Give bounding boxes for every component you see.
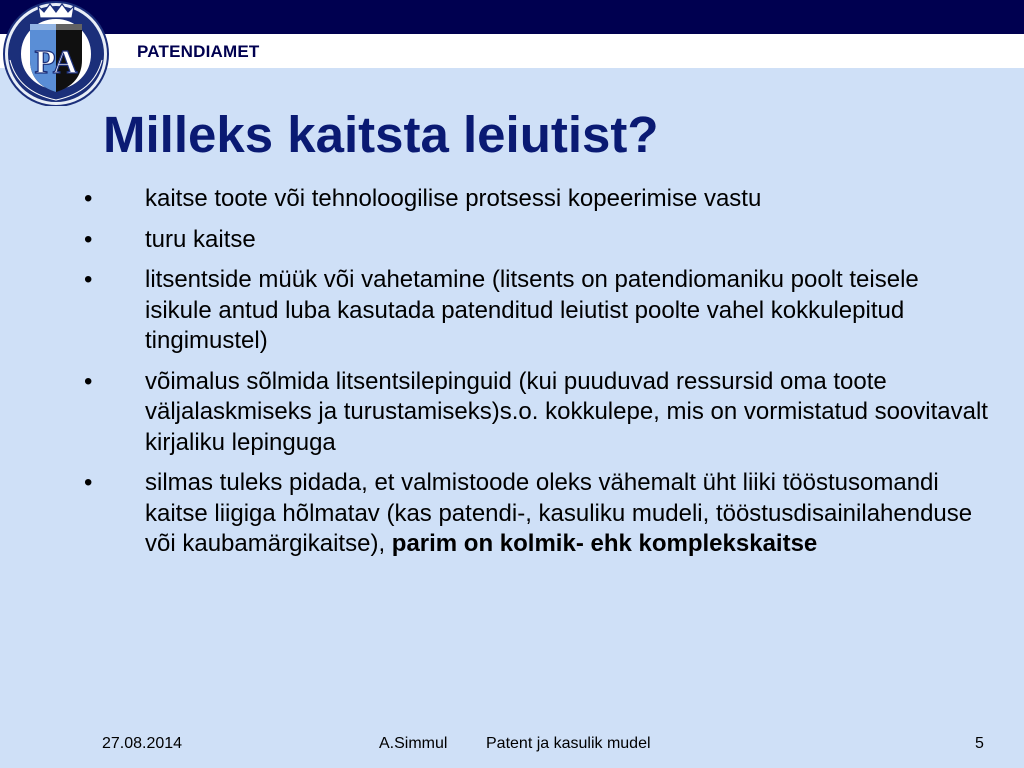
list-item xyxy=(0,367,1024,459)
bullet-icon: • xyxy=(84,185,93,212)
footer-date: 27.08.2014 xyxy=(102,735,183,752)
footer-topic: Patent ja kasulik mudel xyxy=(486,735,651,752)
brand-name: PATENDIAMET xyxy=(137,42,260,61)
bullet-text: võimalus sõlmida litsentsilepinguid (kui puuduvad ressursid oma toote väljalaskmiseks ja turustamiseks)s.o. kokkulepe, mis on vormistatud soovitavalt kirjaliku lepinguga xyxy=(145,367,988,456)
page-number: 5 xyxy=(975,735,984,752)
header-band xyxy=(0,0,1024,34)
list-item xyxy=(0,265,1024,357)
bullet-text: kaitse toote või tehnoloogilise protsessi kopeerimise vastu xyxy=(145,185,762,212)
bullet-text: silmas tuleks pidada, et valmistoode oleks vähemalt üht liiki tööstusomandi kaitse liigiga hõlmatav (kas patendi-, kasuliku mudeli, tööstusdisainilahenduse või kaubamärgikaitse), xyxy=(145,469,973,557)
list-item xyxy=(0,225,1024,256)
bullet-list xyxy=(0,184,1024,570)
bullet-text-with-emphasis xyxy=(145,468,990,560)
bullet-text: litsentside müük või vahetamine (litsents on patendiomaniku poolt teisele isikule antud luba kasutada patenditud leiutist poolte vahel kokkulepitud tingimustel) xyxy=(145,266,919,354)
list-item xyxy=(0,468,1024,560)
bullet-icon: • xyxy=(84,367,93,395)
bullet-text: turu kaitse xyxy=(145,225,256,253)
bullet-emphasis: parim on kolmik- ehk komplekskaitse xyxy=(391,530,818,557)
bullet-icon: • xyxy=(84,266,93,293)
bullet-icon: • xyxy=(84,469,93,496)
slide-title: Milleks kaitsta leiutist? xyxy=(103,106,659,163)
footer-author: A.Simmul xyxy=(379,735,448,752)
logo-monogram: PA xyxy=(34,44,78,81)
list-item xyxy=(0,184,1024,215)
bullet-icon: • xyxy=(84,225,93,253)
patendiamet-logo xyxy=(0,0,112,106)
